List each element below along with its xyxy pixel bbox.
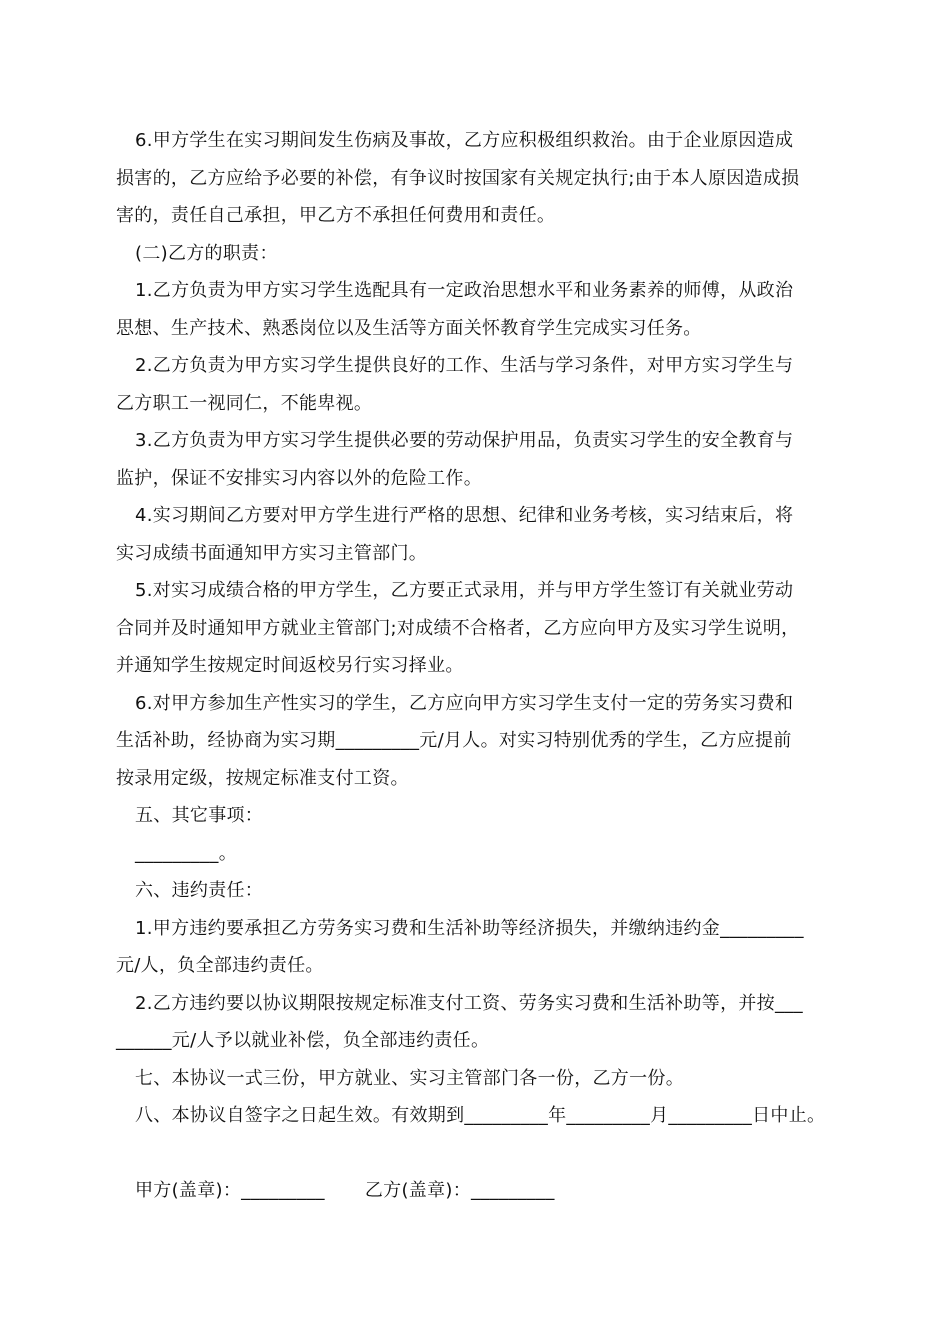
paragraph-line: 按录用定级，按规定标准支付工资。 [116, 767, 409, 789]
paragraph-line: 2.乙方违约要以协议期限按规定标准支付工资、劳务实习费和生活补助等，并按___ [135, 992, 803, 1014]
signature-spacer [116, 1135, 846, 1172]
paragraph-line: 3.乙方负责为甲方实习学生提供必要的劳动保护用品，负责实习学生的安全教育与 [135, 430, 794, 451]
paragraph-line: 5.对实习成绩合格的甲方学生，乙方要正式录用，并与甲方学生签订有关就业劳动 [135, 580, 794, 601]
paragraph-line: 6.对甲方参加生产性实习的学生，乙方应向甲方实习学生支付一定的劳务实习费和 [135, 692, 794, 714]
paragraph-line: 合同并及时通知甲方就业主管部门;对成绩不合格者，乙方应向甲方及实习学生说明， [116, 617, 800, 639]
paragraph-line: 乙方职工一视同仁，不能卑视。 [116, 392, 373, 414]
section-heading: 五、其它事项： [135, 805, 264, 826]
party-a-signature: 甲方(盖章)：_________ [135, 1179, 325, 1201]
paragraph-line: 并通知学生按规定时间返校另行实习择业。 [116, 655, 464, 676]
paragraph-line: 生活补助，经协商为实习期_________元/月人。对实习特别优秀的学生，乙方应提前 [116, 730, 792, 751]
section-heading: 六、违约责任： [135, 880, 264, 901]
paragraph-line: ______元/人予以就业补偿，负全部违约责任。 [116, 1030, 490, 1051]
document-page [116, 122, 846, 1209]
paragraph-line: 4.实习期间乙方要对甲方学生进行严格的思想、纪律和业务考核，实习结束后，将 [135, 505, 794, 526]
party-b-signature: 乙方(盖章)：_________ [364, 1179, 555, 1201]
paragraph-line: 1.甲方违约要承担乙方劳务实习费和生活补助等经济损失，并缴纳违约金_________ [135, 917, 804, 939]
paragraph-line: 元/人，负全部违约责任。 [116, 955, 324, 976]
blank-field-line: _________。 [135, 842, 237, 864]
section-heading: 七、本协议一式三份，甲方就业、实习主管部门各一份，乙方一份。 [135, 1067, 684, 1089]
paragraph-line: 害的，责任自己承担，甲乙方不承担任何费用和责任。 [116, 205, 556, 226]
paragraph-line: 2.乙方负责为甲方实习学生提供良好的工作、生活与学习条件，对甲方实习学生与 [135, 355, 794, 376]
section-heading: (二)乙方的职责： [135, 242, 278, 264]
document-body [116, 122, 846, 1135]
section-heading: 八、本协议自签字之日起生效。有效期到_________年_________月_________日中止。 [135, 1105, 826, 1126]
paragraph-line: 实习成绩书面通知甲方实习主管部门。 [116, 542, 428, 564]
signature-row [116, 1172, 846, 1210]
paragraph-line: 6.甲方学生在实习期间发生伤病及事故，乙方应积极组织救治。由于企业原因造成 [135, 130, 794, 151]
paragraph-line: 损害的，乙方应给予必要的补偿，有争议时按国家有关规定执行;由于本人原因造成损 [116, 167, 800, 189]
paragraph-line: 监护，保证不安排实习内容以外的危险工作。 [116, 467, 482, 489]
paragraph-line: 1.乙方负责为甲方实习学生选配具有一定政治思想水平和业务素养的师傅，从政治 [135, 280, 794, 301]
paragraph-line: 思想、生产技术、熟悉岗位以及生活等方面关怀教育学生完成实习任务。 [116, 317, 702, 339]
